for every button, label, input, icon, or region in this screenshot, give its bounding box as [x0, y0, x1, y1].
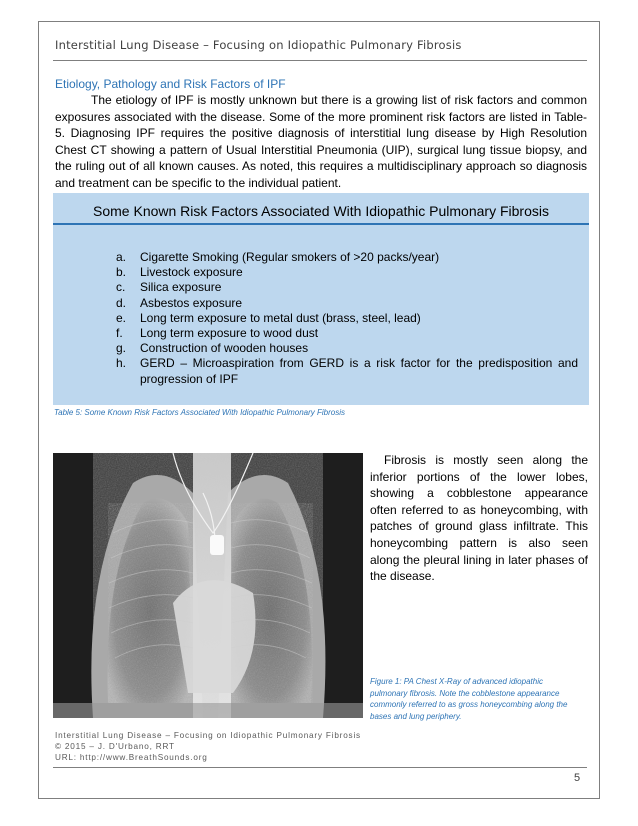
- chest-xray-image: [53, 453, 363, 718]
- header-divider: [53, 60, 587, 61]
- list-marker: b.: [116, 265, 127, 280]
- figure-description: [370, 452, 588, 585]
- list-marker: d.: [116, 295, 127, 310]
- list-marker: f.: [116, 326, 123, 341]
- list-item: [116, 280, 578, 295]
- table-title: Some Known Risk Factors Associated With Idiopathic Pulmonary Fibrosis: [93, 203, 549, 219]
- table-header: [53, 193, 589, 225]
- figure-caption: Figure 1: PA Chest X-Ray of advanced idiopathic pulmonary fibrosis. Note the cobblestone appearance commonly referred to as gross honeycombing along the bases and lung periphery.: [370, 677, 568, 721]
- list-item-text: Cigarette Smoking (Regular smokers of >20 packs/year): [140, 250, 440, 264]
- running-header: Interstitial Lung Disease – Focusing on Idiopathic Pulmonary Fibrosis: [55, 38, 462, 52]
- list-marker: c.: [116, 280, 126, 295]
- risk-factor-list: [116, 250, 578, 387]
- footer-copyright: © 2015 – J. D'Urbano, RRT: [55, 742, 175, 752]
- list-item-text: Asbestos exposure: [140, 295, 243, 310]
- page-footer: [55, 730, 361, 764]
- body-paragraph: [55, 92, 587, 192]
- list-marker: a.: [116, 250, 127, 264]
- list-item-text: Long term exposure to metal dust (brass, steel, lead): [140, 310, 421, 325]
- list-item: [116, 265, 578, 280]
- list-marker: e.: [116, 310, 127, 325]
- list-item-text: Silica exposure: [140, 280, 222, 295]
- list-item: [116, 356, 578, 386]
- list-item-text: Long term exposure to wood dust: [140, 326, 319, 341]
- list-item-text: Livestock exposure: [140, 265, 243, 280]
- list-item: [116, 250, 578, 265]
- risk-factor-table: [53, 193, 589, 405]
- list-marker: h.: [116, 356, 127, 371]
- list-item: [116, 296, 578, 311]
- footer-divider: [53, 767, 587, 768]
- list-item: [116, 311, 578, 326]
- body-paragraph-text: The etiology of IPF is mostly unknown but there is a growing list of risk factors and common exposures associated with the disease. Some of the more prominent risk factors are listed in Table-5. Diagnosing IPF requires the positive diagnosis of interstitial lung disease by High Resolution Chest CT showing a pattern of Usual Interstitial Pneumonia (UIP), surgical lung tissue biopsy, and the ruling out of all known causes. As noted, this requires a multidisciplinary approach so diagnosis and treatment can be specific to the individual patient.: [55, 93, 587, 190]
- list-item-text: GERD – Microaspiration from GERD is a risk factor for the predisposition and progression of IPF: [140, 356, 578, 386]
- figure-description-text: Fibrosis is mostly seen along the inferior portions of the lower lobes, showing a cobblestone appearance often referred to as honeycombing, with patches of ground glass infiltrate. This honeycombing pattern is also seen along the pleural lining in later phases of the disease.: [370, 453, 588, 584]
- footer-title: Interstitial Lung Disease – Focusing on Idiopathic Pulmonary Fibrosis: [55, 731, 361, 740]
- list-item: [116, 326, 578, 341]
- page-number: 5: [574, 772, 581, 784]
- list-item-text: Construction of wooden houses: [140, 341, 309, 356]
- list-marker: g.: [116, 341, 127, 356]
- footer-url: URL: http://www.BreathSounds.org: [55, 753, 208, 763]
- list-item: [116, 341, 578, 356]
- section-heading: Etiology, Pathology and Risk Factors of IPF: [55, 77, 286, 91]
- table-caption: Table 5: Some Known Risk Factors Associated With Idiopathic Pulmonary Fibrosis: [54, 408, 346, 417]
